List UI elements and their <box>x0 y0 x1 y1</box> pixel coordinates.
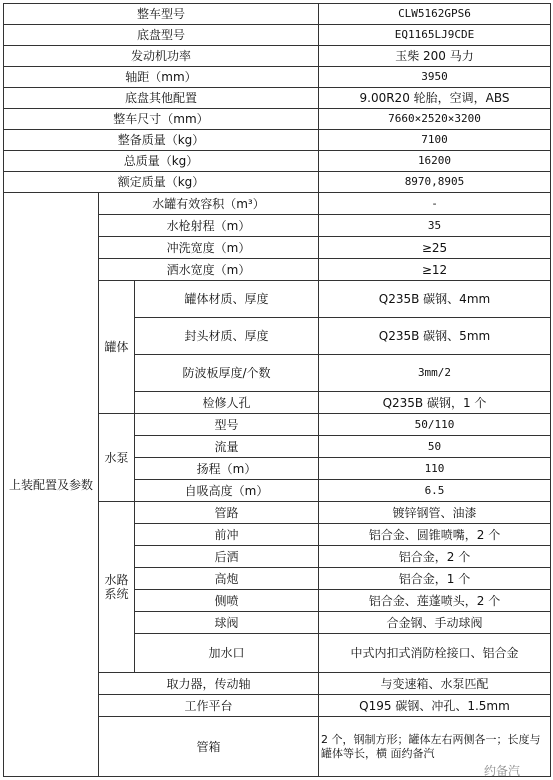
row-label-gun-range: 水枪射程（m） <box>99 215 319 237</box>
row-label-dimensions: 整车尺寸（mm） <box>4 109 319 130</box>
row-label-chassis-other: 底盘其他配置 <box>4 88 319 109</box>
row-label-cannon: 高炮 <box>135 568 319 590</box>
row-value-toolbox: 2 个，钢制方形；罐体左右两侧各一；长度与罐体等长，横 面约备汽 <box>319 717 551 777</box>
row-value-chassis-model: EQ1165LJ9CDE <box>319 25 551 46</box>
row-value-wheelbase: 3950 <box>319 67 551 88</box>
row-label-engine-power: 发动机功率 <box>4 46 319 67</box>
table-row <box>4 88 551 109</box>
row-value-gross-weight: 16200 <box>319 151 551 172</box>
row-value-flush-width: ≥25 <box>319 237 551 259</box>
row-label-pipeline: 管路 <box>135 502 319 524</box>
row-label-tank-material: 罐体材质、厚度 <box>135 281 319 318</box>
row-label-flush-width: 冲洗宽度（m） <box>99 237 319 259</box>
row-label-vehicle-model: 整车型号 <box>4 4 319 25</box>
row-label-tank-volume: 水罐有效容积（m³） <box>99 193 319 215</box>
row-label-water-inlet: 加水口 <box>135 634 319 673</box>
row-label-pump-flow: 流量 <box>135 436 319 458</box>
row-label-pump-head: 扬程（m） <box>135 458 319 480</box>
row-label-ball-valve: 球阀 <box>135 612 319 634</box>
table-row <box>4 4 551 25</box>
row-value-side-spray: 铝合金、莲蓬喷头，2 个 <box>319 590 551 612</box>
row-label-wheelbase: 轴距（mm） <box>4 67 319 88</box>
table-row <box>4 151 551 172</box>
row-label-platform: 工作平台 <box>99 695 319 717</box>
row-label-rated-mass: 额定质量（kg） <box>4 172 319 193</box>
row-label-head-material: 封头材质、厚度 <box>135 318 319 355</box>
row-label-curb-weight: 整备质量（kg） <box>4 130 319 151</box>
row-label-pump-suction: 自吸高度（m） <box>135 480 319 502</box>
row-value-engine-power: 玉柴 200 马力 <box>319 46 551 67</box>
row-value-curb-weight: 7100 <box>319 130 551 151</box>
group-title-tank: 罐体 <box>99 281 135 414</box>
row-value-water-inlet: 中式内扣式消防栓接口、铝合金 <box>319 634 551 673</box>
row-value-chassis-other: 9.00R20 轮胎，空调，ABS <box>319 88 551 109</box>
row-value-pto: 与变速箱、水泵匹配 <box>319 673 551 695</box>
table-row <box>4 67 551 88</box>
row-label-pto: 取力器，传动轴 <box>99 673 319 695</box>
row-value-spray-width: ≥12 <box>319 259 551 281</box>
row-label-chassis-model: 底盘型号 <box>4 25 319 46</box>
table-row <box>4 46 551 67</box>
row-label-toolbox: 管箱 <box>99 717 319 777</box>
row-value-pump-flow: 50 <box>319 436 551 458</box>
row-value-baffle: 3mm/2 <box>319 355 551 392</box>
row-label-rear-spray: 后洒 <box>135 546 319 568</box>
spec-table <box>3 3 551 777</box>
row-label-gross-weight: 总质量（kg） <box>4 151 319 172</box>
row-value-tank-material: Q235B 碳钢、4mm <box>319 281 551 318</box>
row-value-rated-mass: 8970,8905 <box>319 172 551 193</box>
row-value-tank-volume: - <box>319 193 551 215</box>
group-title-pump: 水泵 <box>99 414 135 502</box>
row-value-rear-spray: 铝合金，2 个 <box>319 546 551 568</box>
table-row <box>4 109 551 130</box>
row-value-cannon: 铝合金，1 个 <box>319 568 551 590</box>
row-value-pump-model: 50/110 <box>319 414 551 436</box>
row-value-manhole: Q235B 碳钢，1 个 <box>319 392 551 414</box>
row-value-pump-suction: 6.5 <box>319 480 551 502</box>
row-value-platform: Q195 碳钢、冲孔、1.5mm <box>319 695 551 717</box>
row-label-manhole: 检修人孔 <box>135 392 319 414</box>
row-label-pump-model: 型号 <box>135 414 319 436</box>
table-row <box>4 172 551 193</box>
row-value-vehicle-model: CLW5162GPS6 <box>319 4 551 25</box>
section-title: 上装配置及参数 <box>4 193 99 777</box>
row-label-spray-width: 洒水宽度（m） <box>99 259 319 281</box>
row-value-gun-range: 35 <box>319 215 551 237</box>
watermark: 约备汽 <box>484 764 521 778</box>
table-row <box>4 25 551 46</box>
table-row <box>4 130 551 151</box>
row-value-head-material: Q235B 碳钢、5mm <box>319 318 551 355</box>
row-label-front-flush: 前冲 <box>135 524 319 546</box>
table-row <box>4 193 551 215</box>
row-value-pump-head: 110 <box>319 458 551 480</box>
row-value-dimensions: 7660×2520×3200 <box>319 109 551 130</box>
row-value-ball-valve: 合金钢、手动球阀 <box>319 612 551 634</box>
row-label-side-spray: 侧喷 <box>135 590 319 612</box>
group-title-water-system: 水路系统 <box>99 502 135 673</box>
row-value-front-flush: 铝合金、圆锥喷嘴，2 个 <box>319 524 551 546</box>
row-value-pipeline: 镀锌钢管、油漆 <box>319 502 551 524</box>
row-label-baffle: 防波板厚度/个数 <box>135 355 319 392</box>
